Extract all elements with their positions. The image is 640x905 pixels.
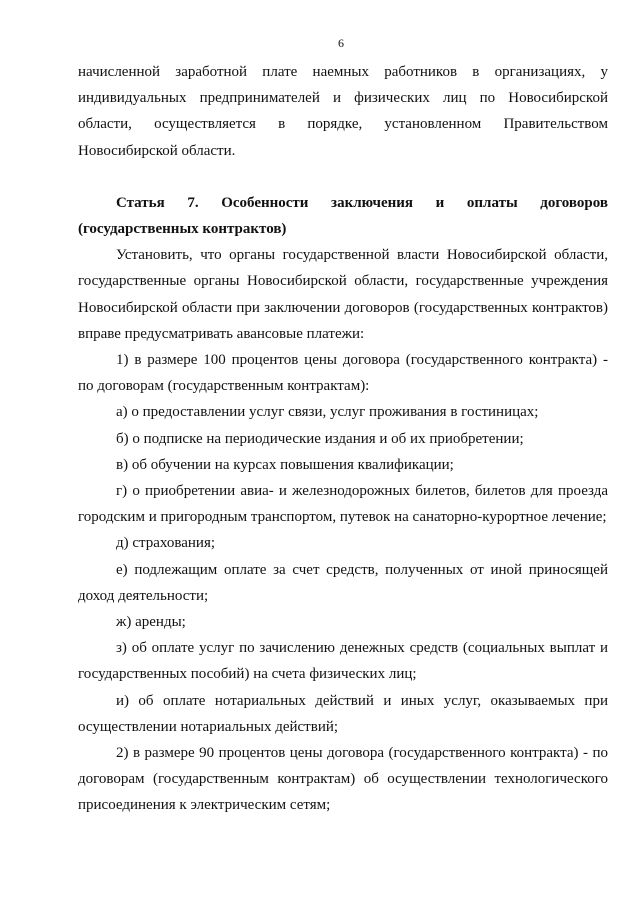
- article-number: Статья 7.: [116, 194, 199, 211]
- article-heading: [78, 190, 608, 242]
- list-subitem-d: д) страхования;: [116, 535, 216, 552]
- list-subitem-zh: ж) аренды;: [116, 614, 186, 631]
- list-item-1: 1) в размере 100 процентов цены договора (государственного контракта) - по договорам (государственным контрактам):: [78, 352, 608, 395]
- page-number: 6: [338, 36, 344, 50]
- list-subitem-b: б) о подписке на периодические издания и об их приобретении;: [116, 430, 524, 447]
- list-subitem-a: а) о предоставлении услуг связи, услуг проживания в гостиницах;: [116, 404, 539, 421]
- list-subitem-i: и) об оплате нотариальных действий и иных услуг, оказываемых при осуществлении нотариальных действий;: [78, 692, 608, 735]
- article-title: Особенности заключения и оплаты договоров (государственных контрактов): [78, 194, 608, 238]
- list-subitem-z: з) об оплате услуг по зачислению денежных средств (социальных выплат и государственных пособий) на счета физических лиц;: [78, 640, 608, 683]
- list-subitem-g: г) о приобретении авиа- и железнодорожных билетов, билетов для проезда городским и пригородным транспортом, путевок на санаторно-курортное лечение;: [78, 483, 608, 526]
- document-body: [78, 59, 608, 819]
- list-item-2: 2) в размере 90 процентов цены договора (государственного контракта) - по договорам (государственным контрактам) об осуществлении технологического присоединения к электрическим сетям;: [78, 745, 608, 814]
- intro-paragraph: начисленной заработной плате наемных работников в организациях, у индивидуальных предпринимателей и физических лиц по Новосибирской области, осуществляется в порядке, установленном Правительством Новосибирской области.: [78, 64, 608, 159]
- list-subitem-e: е) подлежащим оплате за счет средств, полученных от иной приносящей доход деятельности;: [78, 561, 608, 604]
- article-paragraph-intro: Установить, что органы государственной власти Новосибирской области, государственные органы Новосибирской области, государственные учреждения Новосибирской области при заключении договоров (государственных контрактов) вправе предусматривать авансовые платежи:: [78, 247, 608, 342]
- list-subitem-v: в) об обучении на курсах повышения квалификации;: [116, 456, 454, 473]
